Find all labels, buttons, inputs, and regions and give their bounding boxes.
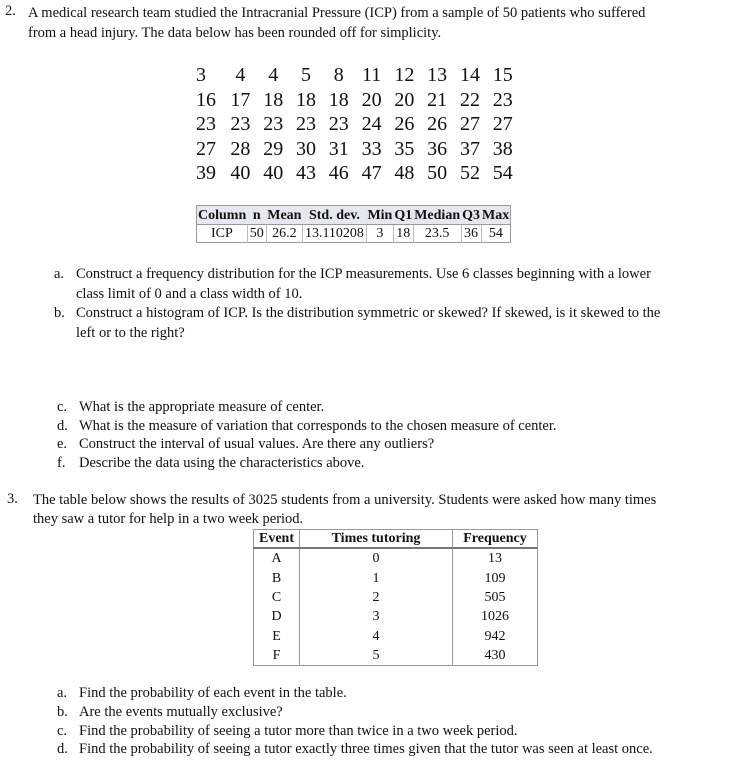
data-value: 5 [300, 64, 311, 86]
summary-stats-header-row [197, 206, 511, 225]
question-3-part-b [57, 703, 733, 722]
part-text [76, 304, 734, 343]
tutoring-cell: 1 [300, 568, 453, 587]
tutoring-cell: A [254, 548, 300, 568]
question-2-part-b [54, 304, 734, 343]
part-text: What is the appropriate measure of center. [79, 399, 325, 415]
data-value: 47 [361, 162, 382, 185]
data-value: 23 [196, 113, 216, 136]
data-row [196, 112, 519, 137]
question-3-number: 3. [7, 491, 18, 507]
stats-value-cell: 23.5 [413, 225, 461, 243]
stats-header-cell: Q1 [394, 207, 413, 223]
tutoring-cell: 430 [453, 646, 538, 666]
data-row [196, 88, 519, 113]
question-3-part-d [57, 740, 733, 759]
part-text: Find the probability of seeing a tutor exactly three times given that the tutor was seen at least once. [79, 741, 653, 758]
data-value: 38 [492, 137, 513, 160]
data-value: 12 [394, 64, 415, 86]
question-2-part-a [54, 265, 734, 304]
tutoring-table-row [254, 627, 538, 646]
stats-header-cell: Median [414, 207, 461, 223]
part-label: b. [57, 703, 68, 720]
data-value: 23 [230, 113, 251, 136]
stats-value-cell: 54 [488, 226, 503, 241]
data-value: 40 [263, 162, 284, 185]
data-value: 54 [492, 162, 513, 185]
data-value: 39 [196, 162, 216, 185]
data-value: 18 [295, 88, 316, 111]
stats-value-cell: 18 [393, 225, 413, 243]
data-value: 4 [235, 64, 246, 86]
data-value: 18 [328, 88, 349, 111]
tutoring-cell: D [254, 607, 300, 626]
stats-header-cell: Column [198, 207, 247, 223]
part-text: What is the measure of variation that corresponds to the chosen measure of center. [79, 417, 557, 434]
data-value: 20 [394, 88, 415, 111]
part-label: b. [54, 305, 65, 321]
data-value: 14 [459, 64, 480, 86]
data-value: 48 [394, 162, 415, 185]
data-value: 26 [394, 113, 415, 136]
tutoring-cell: 4 [300, 627, 453, 646]
data-value: 27 [459, 113, 480, 136]
part-label: a. [54, 266, 65, 282]
tutoring-cell: 2 [300, 588, 453, 607]
stats-value-cell: 26.2 [266, 225, 302, 243]
data-value: 40 [230, 162, 251, 185]
tutoring-table [253, 529, 538, 666]
stats-header-cell: n [247, 206, 266, 225]
tutoring-table-row [254, 588, 538, 607]
part-label: d. [57, 741, 68, 758]
stats-value-cell: 36 [461, 225, 481, 243]
stats-header-cell: Q3 [462, 207, 480, 223]
part-label: a. [57, 685, 68, 701]
tutoring-table-row [254, 568, 538, 587]
data-row [196, 63, 519, 88]
part-text-line: class limit of 0 and a class width of 10. [76, 285, 303, 302]
data-value: 13 [427, 64, 448, 86]
stats-value-cell: 13.110208 [302, 225, 366, 243]
data-value: 3 [196, 64, 206, 86]
data-value: 17 [230, 88, 251, 111]
stats-header-cell: Min [367, 207, 393, 223]
data-value: 52 [459, 162, 480, 185]
tutoring-cell: C [254, 588, 300, 607]
data-value: 35 [394, 137, 415, 160]
data-value: 46 [328, 162, 349, 185]
question-2-parts-ab [54, 265, 734, 343]
data-value: 8 [333, 64, 344, 86]
data-value: 50 [427, 162, 448, 185]
data-value: 29 [263, 137, 284, 160]
tutoring-cell: 3 [300, 607, 453, 626]
summary-stats-table [196, 205, 511, 243]
tutoring-table-row [254, 646, 538, 666]
data-value: 26 [427, 113, 448, 136]
question-3-line-2: they saw a tutor for help in a two week period. [33, 510, 304, 527]
data-row [196, 137, 519, 162]
question-2-part-c [57, 398, 727, 417]
data-value: 23 [328, 113, 349, 136]
tutoring-cell: 5 [300, 646, 453, 666]
stats-value-cell: 3 [366, 225, 393, 243]
part-label: c. [57, 722, 68, 739]
part-label: d. [57, 417, 68, 434]
stats-header-cell: Mean [267, 207, 302, 223]
data-value: 30 [295, 137, 316, 160]
data-value: 22 [459, 88, 480, 111]
data-value: 33 [361, 137, 382, 160]
stats-value-cell: 50 [247, 225, 266, 243]
question-2-number: 2. [5, 3, 16, 19]
question-3-line-1: The table below shows the results of 3025 students from a university. Students were asked how many times [33, 492, 657, 508]
tutoring-cell: F [254, 646, 300, 666]
question-2-part-d [57, 417, 727, 436]
question-3-part-c [57, 722, 733, 741]
part-text [76, 265, 734, 304]
data-value: 31 [328, 137, 349, 160]
part-text: Are the events mutually exclusive? [79, 703, 283, 720]
part-text-line: Construct a frequency distribution for the ICP measurements. Use 6 classes beginning with a lower [76, 266, 651, 282]
data-value: 37 [459, 137, 480, 160]
tutoring-cell: 109 [453, 568, 538, 587]
tutoring-cell: 0 [300, 548, 453, 568]
data-value: 23 [263, 113, 284, 136]
question-3-parts [57, 684, 733, 759]
summary-stats-data-row [197, 225, 511, 243]
icp-data-grid [196, 63, 519, 186]
data-value: 16 [196, 88, 216, 111]
question-2-part-e [57, 435, 727, 454]
data-value: 27 [492, 113, 513, 136]
data-row [196, 161, 519, 186]
stats-header-cell: Std. dev. [302, 206, 366, 225]
question-3-part-a [57, 684, 733, 703]
tutoring-header-cell: Frequency [453, 530, 538, 549]
data-value: 27 [196, 137, 216, 160]
part-text-line: Construct a histogram of ICP. Is the distribution symmetric or skewed? If skewed, is it skewed to the [76, 305, 661, 321]
data-value: 18 [263, 88, 284, 111]
data-value: 20 [361, 88, 382, 111]
question-2-line-1: A medical research team studied the Intracranial Pressure (ICP) from a sample of 50 patients who suffered [28, 5, 646, 21]
question-2-parts-cf [57, 398, 727, 472]
data-value: 28 [230, 137, 251, 160]
data-value: 24 [361, 113, 382, 136]
data-value: 21 [427, 88, 448, 111]
part-text: Describe the data using the characteristics above. [79, 454, 365, 471]
part-label: c. [57, 399, 68, 415]
tutoring-table-body [254, 548, 538, 666]
stats-header-cell: Max [482, 207, 510, 223]
tutoring-header-cell: Event [254, 530, 300, 549]
tutoring-table-row [254, 607, 538, 626]
question-2-part-f [57, 454, 727, 473]
tutoring-table-row [254, 548, 538, 568]
data-value: 43 [295, 162, 316, 185]
data-value: 11 [361, 64, 382, 86]
question-2-text [28, 3, 733, 43]
part-text: Find the probability of each event in the table. [79, 685, 347, 701]
question-3-text [33, 491, 733, 528]
part-text: Construct the interval of usual values. Are there any outliers? [79, 436, 435, 453]
tutoring-cell: 1026 [453, 607, 538, 626]
data-value: 4 [268, 64, 279, 86]
part-text: Find the probability of seeing a tutor more than twice in a two week period. [79, 722, 518, 739]
tutoring-header-cell: Times tutoring [300, 530, 453, 549]
tutoring-cell: 942 [453, 627, 538, 646]
data-value: 36 [427, 137, 448, 160]
question-2-line-2: from a head injury. The data below has been rounded off for simplicity. [28, 25, 442, 41]
part-text-line: left or to the right? [76, 324, 185, 341]
tutoring-cell: E [254, 627, 300, 646]
tutoring-cell: 13 [453, 548, 538, 568]
data-value: 23 [295, 113, 316, 136]
tutoring-cell: 505 [453, 588, 538, 607]
data-value: 23 [492, 88, 513, 111]
data-value: 15 [492, 64, 513, 86]
part-label: f. [57, 454, 66, 471]
part-label: e. [57, 436, 68, 453]
tutoring-table-header-row [254, 530, 538, 549]
tutoring-cell: B [254, 568, 300, 587]
stats-value-cell: ICP [197, 225, 248, 243]
